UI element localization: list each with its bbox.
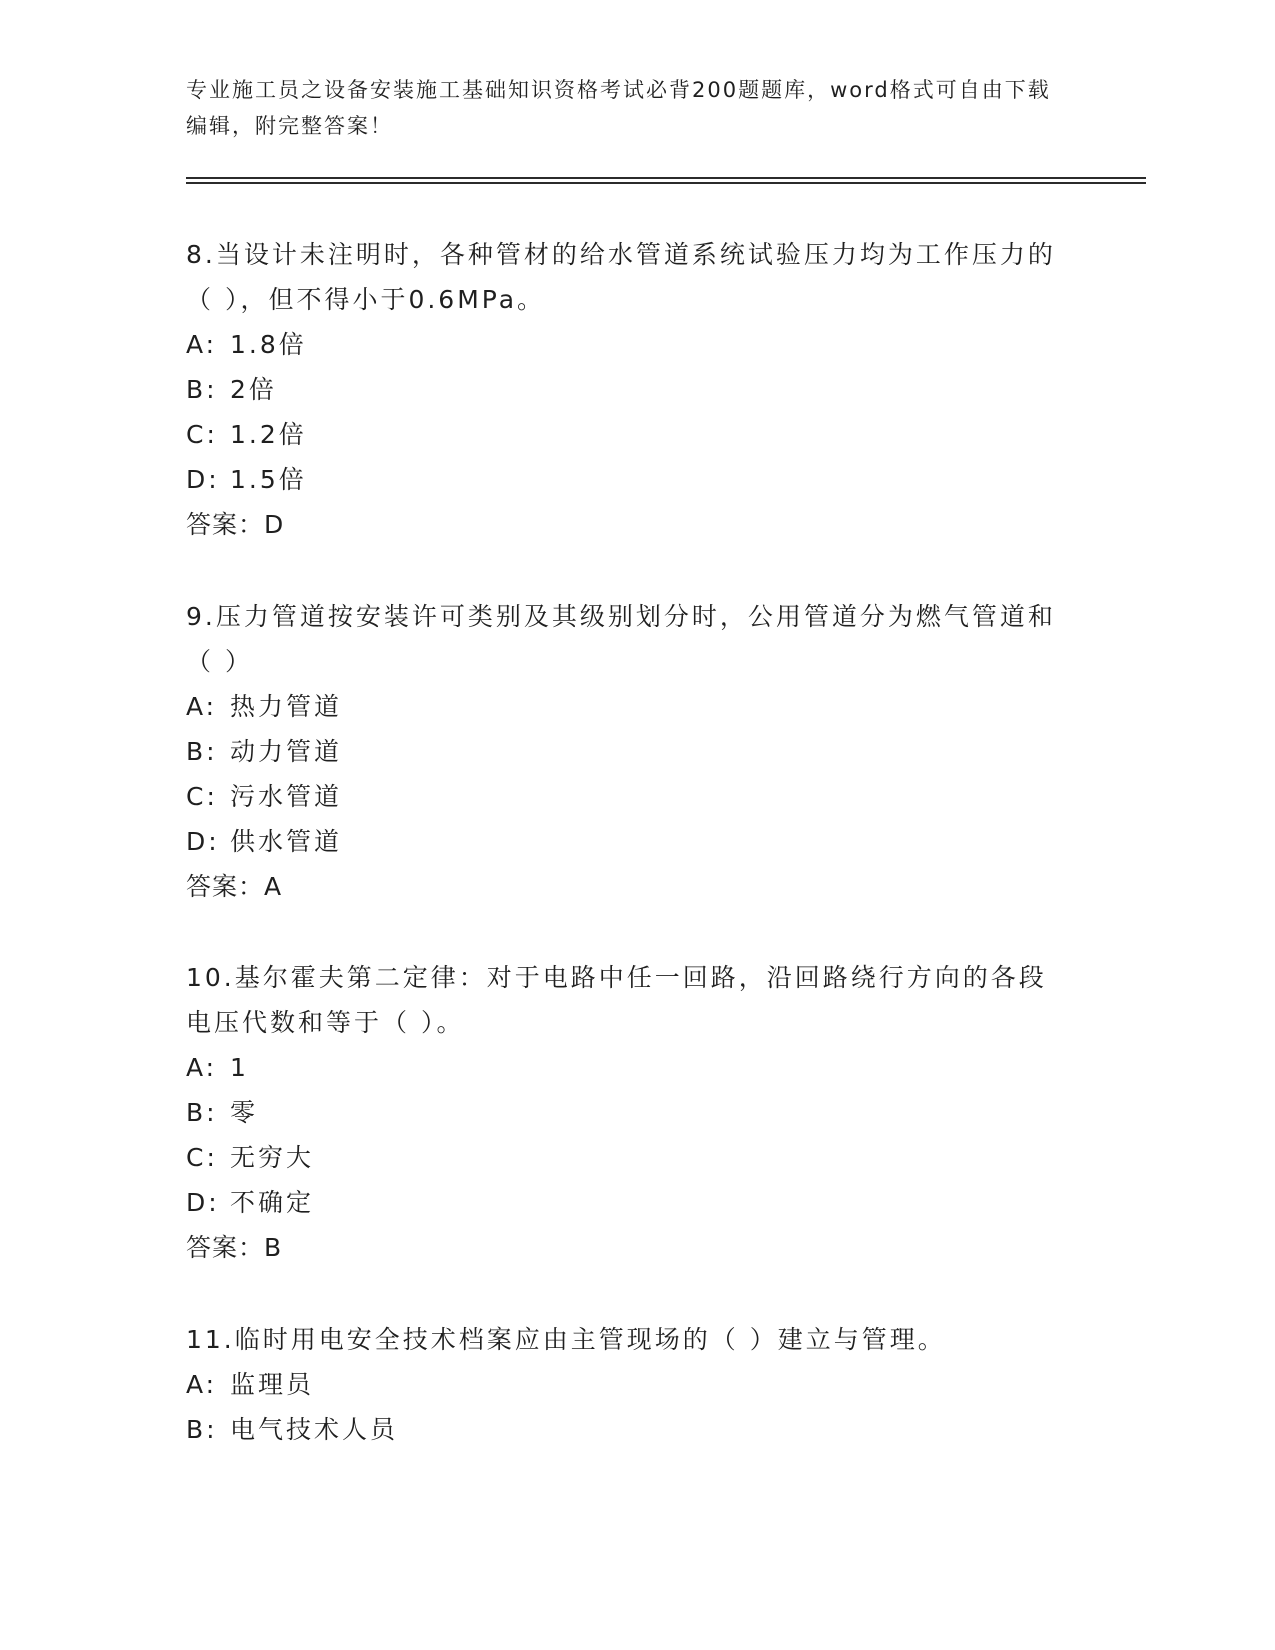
option-letter: A: <box>186 692 218 721</box>
option-c <box>186 412 1066 457</box>
header-divider-top <box>186 177 1146 179</box>
option-letter: D: <box>186 465 220 494</box>
option-letter: A: <box>186 1053 218 1082</box>
option-text: 动力管道 <box>230 737 343 766</box>
option-text: 1.8倍 <box>230 330 307 359</box>
answer: 答案：A <box>186 872 283 901</box>
option-b <box>186 1090 1066 1135</box>
option-d <box>186 457 1066 502</box>
option-text: 1.2倍 <box>230 420 307 449</box>
option-text: 1 <box>230 1053 249 1082</box>
option-text: 无穷大 <box>230 1143 315 1172</box>
option-text: 零 <box>230 1098 259 1127</box>
option-a <box>186 684 1066 729</box>
answer: 答案：B <box>186 1233 283 1262</box>
answer: 答案：D <box>186 510 285 539</box>
option-a <box>186 1362 1066 1407</box>
option-c <box>186 1135 1066 1180</box>
option-a <box>186 1045 1066 1090</box>
question-text: 9.压力管道按安装许可类别及其级别划分时，公用管道分为燃气管道和（ ） <box>186 602 1056 676</box>
question-9 <box>186 594 1066 909</box>
option-text: 监理员 <box>230 1370 315 1399</box>
option-letter: A: <box>186 1370 218 1399</box>
option-letter: C: <box>186 1143 218 1172</box>
option-letter: C: <box>186 782 218 811</box>
option-text: 不确定 <box>230 1188 315 1217</box>
option-letter: D: <box>186 1188 220 1217</box>
option-text: 热力管道 <box>230 692 343 721</box>
option-letter: B: <box>186 737 218 766</box>
question-text: 11.临时用电安全技术档案应由主管现场的（ ）建立与管理。 <box>186 1325 946 1354</box>
option-letter: B: <box>186 375 218 404</box>
option-a <box>186 322 1066 367</box>
question-text: 8.当设计未注明时，各种管材的给水管道系统试验压力均为工作压力的（ ），但不得小于0.6MPa。 <box>186 240 1056 314</box>
option-letter: C: <box>186 420 218 449</box>
question-8 <box>186 232 1066 547</box>
option-b <box>186 1407 1066 1452</box>
header-divider-bottom <box>186 182 1146 184</box>
option-text: 供水管道 <box>230 827 343 856</box>
document-header: 专业施工员之设备安装施工基础知识资格考试必背200题题库，word格式可自由下载编辑，附完整答案！ <box>186 78 1051 138</box>
option-d <box>186 1180 1066 1225</box>
option-text: 1.5倍 <box>230 465 307 494</box>
question-10 <box>186 955 1066 1270</box>
option-c <box>186 774 1066 819</box>
option-d <box>186 819 1066 864</box>
question-text: 10.基尔霍夫第二定律：对于电路中任一回路，沿回路绕行方向的各段电压代数和等于（ ）。 <box>186 963 1047 1037</box>
question-11 <box>186 1317 1066 1452</box>
option-b <box>186 729 1066 774</box>
option-letter: B: <box>186 1098 218 1127</box>
option-letter: A: <box>186 330 218 359</box>
option-letter: D: <box>186 827 220 856</box>
option-text: 2倍 <box>230 375 277 404</box>
option-text: 电气技术人员 <box>230 1415 399 1444</box>
option-text: 污水管道 <box>230 782 343 811</box>
option-letter: B: <box>186 1415 218 1444</box>
option-b <box>186 367 1066 412</box>
